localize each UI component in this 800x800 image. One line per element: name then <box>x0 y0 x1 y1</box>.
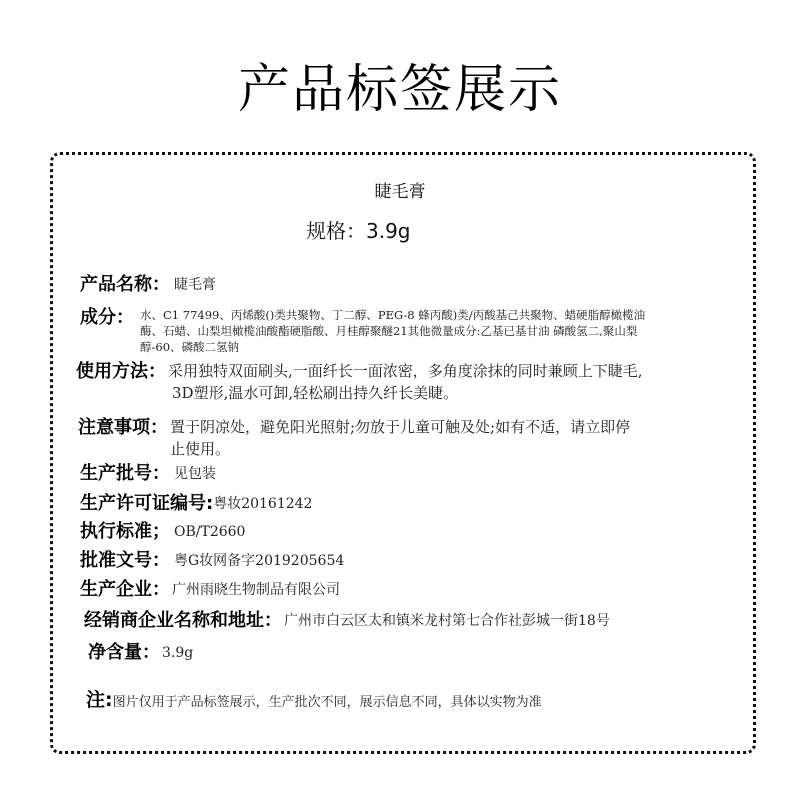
label-spec: 规格：3.9g <box>306 219 411 243</box>
ingredients-line: 酶、石蜡、山梨坦橄榄油酸酯硬脂酸、月桂醇聚醚21其他微量成分:乙基已基甘油 磷酸氢二,聚山梨 <box>140 324 638 338</box>
ingredients-line: 水、C1 77499、丙烯酸()类共聚物、丁二醇、PEG-8 蜂丙酸)类/丙酸基己共聚物、蜡硬脂醇橄榄油 <box>140 308 646 322</box>
field-value: 见包装 <box>174 466 216 482</box>
field-value: 睫毛膏 <box>174 277 216 293</box>
page-title: 产品标签展示 <box>237 60 562 120</box>
disclaimer-note <box>86 688 542 715</box>
usage-line: 采用独特双面刷头,一面纤长一面浓密，多角度涂抹的同时兼顾上下睫毛, <box>168 362 643 380</box>
field-caution <box>78 416 630 460</box>
field-ingredients <box>80 306 645 355</box>
field-distributor <box>84 609 610 633</box>
field-manufacturer <box>80 578 340 602</box>
field-value <box>168 360 643 404</box>
field-label: 成分： <box>80 307 134 328</box>
label-product-name: 睫毛膏 <box>374 182 426 202</box>
field-product-name <box>80 273 216 297</box>
field-value: 3.9g <box>162 645 194 661</box>
field-value: 广州雨晓生物制品有限公司 <box>172 582 340 598</box>
usage-line: 3D塑形,温水可卸,轻松刷出持久纤长美睫。 <box>172 384 459 402</box>
field-label: 经销商企业名称和地址： <box>84 610 282 631</box>
field-value: 粤妆20161242 <box>213 496 313 512</box>
field-value <box>170 416 630 460</box>
field-label: 使用方法： <box>76 361 166 382</box>
ingredients-line: 醇-60、磷酸二氢钠 <box>140 340 240 354</box>
caution-line: 置于阴凉处，避免阳光照射;勿放于儿童可触及处;如有不适，请立即停 <box>170 418 631 436</box>
field-batch <box>80 462 216 486</box>
field-label: 批准文号： <box>80 550 170 571</box>
field-label: 生产企业： <box>80 579 170 600</box>
field-label: 产品名称： <box>80 274 170 295</box>
field-net-content <box>88 641 193 665</box>
field-label: 执行标准； <box>80 521 170 542</box>
field-label: 生产批号： <box>80 463 170 484</box>
field-value <box>140 307 645 355</box>
caution-line: 止使用。 <box>170 440 231 458</box>
field-usage <box>76 360 643 404</box>
field-license <box>80 492 312 516</box>
field-label: 净含量： <box>88 642 160 663</box>
field-standard <box>80 520 245 544</box>
field-label: 注意事项： <box>78 417 168 438</box>
field-label: 生产许可证编号: <box>80 493 214 514</box>
note-label: 注: <box>86 689 113 711</box>
note-text: 图片仅用于产品标签展示，生产批次不同，展示信息不同，具体以实物为准 <box>112 695 542 710</box>
field-approval <box>80 549 344 573</box>
field-value: 粤G妆网备字2019205654 <box>174 553 345 569</box>
field-value: OB/T2660 <box>174 524 246 540</box>
field-value: 广州市白云区太和镇米龙村第七合作社彭城一街18号 <box>284 613 610 629</box>
